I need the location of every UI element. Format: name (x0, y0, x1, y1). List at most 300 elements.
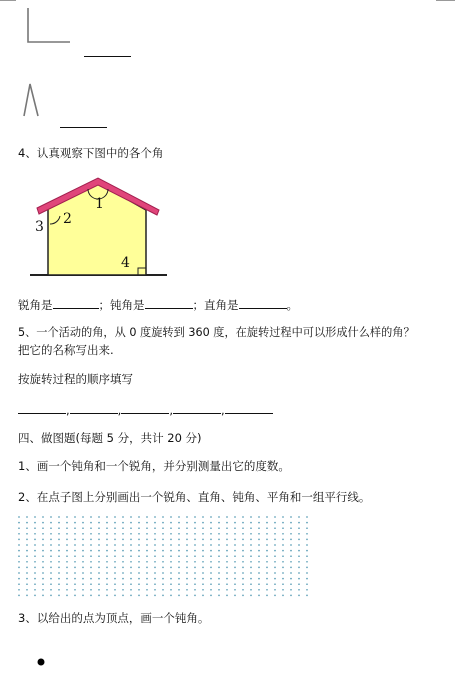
grid-dot (58, 539, 60, 541)
section4-heading: 四、做图题(每题 5 分，共计 20 分) (18, 431, 202, 445)
page-edge-right (436, 0, 455, 1)
grid-dot (218, 572, 220, 574)
grid-dot (66, 527, 68, 529)
grid-dot (66, 533, 68, 535)
grid-dot (210, 522, 212, 524)
grid-dot (58, 578, 60, 580)
grid-dot (242, 572, 244, 574)
grid-dot (114, 516, 116, 518)
grid-dot (162, 595, 164, 597)
grid-dot (122, 522, 124, 524)
grid-dot (74, 550, 76, 552)
grid-dot (202, 572, 204, 574)
grid-dot (106, 578, 108, 580)
grid-dot (42, 550, 44, 552)
grid-dot (266, 522, 268, 524)
grid-dot (130, 544, 132, 546)
grid-dot (26, 527, 28, 529)
grid-dot (82, 567, 84, 569)
grid-dot (226, 595, 228, 597)
grid-dot (298, 555, 300, 557)
grid-dot (130, 567, 132, 569)
grid-dot (170, 572, 172, 574)
grid-dot (234, 583, 236, 585)
dot-grid[interactable] (16, 514, 312, 598)
grid-dot (306, 544, 308, 546)
grid-dot (290, 539, 292, 541)
grid-dot (282, 567, 284, 569)
grid-dot (298, 527, 300, 529)
grid-dot (50, 595, 52, 597)
grid-dot (82, 550, 84, 552)
grid-dot (34, 555, 36, 557)
grid-dot (74, 539, 76, 541)
grid-dot (74, 589, 76, 591)
grid-dot (298, 550, 300, 552)
grid-dot (298, 516, 300, 518)
grid-dot (98, 595, 100, 597)
grid-dot (82, 539, 84, 541)
grid-dot (18, 595, 20, 597)
grid-dot (90, 550, 92, 552)
grid-dot (90, 595, 92, 597)
grid-dot (122, 572, 124, 574)
grid-dot (298, 522, 300, 524)
grid-dot (186, 550, 188, 552)
grid-dot (218, 527, 220, 529)
grid-dot (98, 561, 100, 563)
grid-dot (274, 561, 276, 563)
grid-dot (82, 527, 84, 529)
grid-dot (186, 544, 188, 546)
grid-dot (26, 567, 28, 569)
grid-dot (154, 561, 156, 563)
grid-dot (138, 583, 140, 585)
grid-dot (154, 595, 156, 597)
grid-dot (178, 572, 180, 574)
grid-dot (50, 516, 52, 518)
grid-dot (114, 561, 116, 563)
grid-dot (186, 539, 188, 541)
grid-dot (90, 516, 92, 518)
grid-dot (98, 550, 100, 552)
grid-dot (34, 516, 36, 518)
grid-dot (122, 550, 124, 552)
grid-dot (66, 555, 68, 557)
grid-dot (306, 555, 308, 557)
grid-dot (74, 572, 76, 574)
grid-dot (26, 578, 28, 580)
grid-dot (26, 544, 28, 546)
grid-dot (146, 589, 148, 591)
grid-dot (170, 567, 172, 569)
section4-q2: 2、在点子图上分别画出一个锐角、直角、钝角、平角和一组平行线。 (18, 490, 371, 504)
grid-dot (58, 516, 60, 518)
grid-dot (98, 527, 100, 529)
grid-dot (250, 567, 252, 569)
grid-dot (66, 539, 68, 541)
sequence-blank-2[interactable] (70, 402, 118, 414)
grid-dot (306, 550, 308, 552)
grid-dot (162, 555, 164, 557)
grid-dot (130, 522, 132, 524)
grid-dot (306, 561, 308, 563)
grid-dot (18, 567, 20, 569)
grid-dot (290, 589, 292, 591)
grid-dot (218, 555, 220, 557)
angle-label-3: 3 (35, 219, 44, 235)
grid-dot (130, 533, 132, 535)
grid-dot (194, 544, 196, 546)
section4-q3: 3、以给出的点为顶点，画一个钝角。 (18, 611, 210, 625)
grid-dot (66, 583, 68, 585)
grid-dot (258, 544, 260, 546)
q5-instruction: 按旋转过程的顺序填写 (18, 372, 133, 386)
grid-dot (82, 544, 84, 546)
grid-dot (242, 578, 244, 580)
grid-dot (210, 516, 212, 518)
grid-dot (154, 516, 156, 518)
grid-dot (106, 550, 108, 552)
grid-dot (122, 527, 124, 529)
grid-dot (74, 595, 76, 597)
grid-dot (210, 572, 212, 574)
grid-dot (34, 533, 36, 535)
grid-dot (202, 567, 204, 569)
grid-dot (98, 516, 100, 518)
grid-dot (82, 583, 84, 585)
grid-dot (114, 589, 116, 591)
grid-dot (146, 572, 148, 574)
grid-dot (66, 572, 68, 574)
grid-dot (186, 561, 188, 563)
grid-dot (178, 550, 180, 552)
grid-dot (170, 533, 172, 535)
grid-dot (242, 550, 244, 552)
grid-dot (178, 583, 180, 585)
grid-dot (18, 544, 20, 546)
grid-dot (186, 522, 188, 524)
grid-dot (58, 527, 60, 529)
grid-dot (170, 550, 172, 552)
grid-dot (202, 578, 204, 580)
grid-dot (210, 578, 212, 580)
sequence-blank-3[interactable] (121, 402, 169, 414)
grid-dot (226, 583, 228, 585)
obtuse-answer-blank[interactable] (145, 297, 193, 309)
grid-dot (50, 533, 52, 535)
grid-dot (202, 561, 204, 563)
grid-dot (130, 561, 132, 563)
grid-dot (138, 572, 140, 574)
grid-dot (82, 555, 84, 557)
grid-dot (290, 544, 292, 546)
grid-dot (106, 544, 108, 546)
grid-dot (242, 567, 244, 569)
grid-dot (154, 555, 156, 557)
grid-dot (298, 589, 300, 591)
grid-dot (250, 578, 252, 580)
grid-dot (194, 578, 196, 580)
grid-dot (90, 583, 92, 585)
grid-dot (154, 539, 156, 541)
grid-dot (26, 555, 28, 557)
grid-dot (82, 561, 84, 563)
grid-dot (210, 595, 212, 597)
grid-dot (250, 516, 252, 518)
grid-dot (186, 555, 188, 557)
grid-dot (194, 533, 196, 535)
grid-dot (130, 583, 132, 585)
grid-dot (306, 533, 308, 535)
grid-dot (50, 583, 52, 585)
grid-dot (106, 583, 108, 585)
grid-dot (50, 578, 52, 580)
grid-dot (18, 561, 20, 563)
grid-dot (34, 550, 36, 552)
grid-dot (170, 544, 172, 546)
grid-dot (290, 533, 292, 535)
grid-dot (34, 595, 36, 597)
grid-dot (114, 533, 116, 535)
sequence-blank-1[interactable] (18, 402, 66, 414)
grid-dot (298, 544, 300, 546)
grid-dot (154, 527, 156, 529)
grid-dot (186, 567, 188, 569)
grid-dot (74, 544, 76, 546)
grid-dot (266, 533, 268, 535)
grid-dot (194, 516, 196, 518)
grid-dot (98, 555, 100, 557)
grid-dot (138, 533, 140, 535)
grid-dot (282, 572, 284, 574)
grid-dot (258, 522, 260, 524)
grid-dot (162, 572, 164, 574)
grid-dot (210, 583, 212, 585)
grid-dot (130, 555, 132, 557)
grid-dot (170, 561, 172, 563)
grid-dot (122, 595, 124, 597)
grid-dot (210, 555, 212, 557)
grid-dot (226, 555, 228, 557)
grid-dot (50, 550, 52, 552)
grid-dot (194, 550, 196, 552)
grid-dot (218, 533, 220, 535)
grid-dot (194, 572, 196, 574)
grid-dot (178, 544, 180, 546)
grid-dot (258, 516, 260, 518)
grid-dot (98, 522, 100, 524)
grid-dot (122, 544, 124, 546)
grid-dot (74, 567, 76, 569)
sequence-blank-4[interactable] (173, 402, 221, 414)
grid-dot (162, 561, 164, 563)
grid-dot (282, 595, 284, 597)
grid-dot (250, 539, 252, 541)
grid-dot (274, 595, 276, 597)
grid-dot (66, 550, 68, 552)
grid-dot (186, 516, 188, 518)
grid-dot (146, 516, 148, 518)
grid-dot (290, 567, 292, 569)
grid-dot (162, 589, 164, 591)
grid-dot (202, 544, 204, 546)
grid-dot (218, 550, 220, 552)
grid-dot (26, 539, 28, 541)
grid-dot (226, 567, 228, 569)
grid-dot (226, 544, 228, 546)
grid-dot (218, 583, 220, 585)
grid-dot (218, 578, 220, 580)
grid-dot (274, 527, 276, 529)
grid-dot (114, 544, 116, 546)
grid-dot (34, 589, 36, 591)
grid-dot (122, 539, 124, 541)
grid-dot (74, 578, 76, 580)
grid-dot (26, 589, 28, 591)
grid-dot (258, 595, 260, 597)
grid-dot (154, 567, 156, 569)
grid-dot (282, 539, 284, 541)
grid-dot (306, 522, 308, 524)
grid-dot (266, 516, 268, 518)
grid-dot (98, 533, 100, 535)
grid-dot (274, 578, 276, 580)
right-answer-blank[interactable] (239, 297, 287, 309)
grid-dot (170, 595, 172, 597)
grid-dot (130, 527, 132, 529)
grid-dot (122, 578, 124, 580)
acute-answer-blank[interactable] (53, 297, 99, 309)
grid-dot (234, 527, 236, 529)
grid-dot (226, 589, 228, 591)
grid-dot (154, 572, 156, 574)
grid-dot (274, 567, 276, 569)
grid-dot (234, 561, 236, 563)
grid-dot (114, 578, 116, 580)
grid-dot (234, 533, 236, 535)
grid-dot (298, 595, 300, 597)
grid-dot (42, 516, 44, 518)
grid-dot (138, 595, 140, 597)
grid-dot (90, 589, 92, 591)
grid-dot (58, 550, 60, 552)
grid-dot (266, 578, 268, 580)
grid-dot (250, 572, 252, 574)
grid-dot (186, 533, 188, 535)
grid-dot (50, 522, 52, 524)
grid-dot (170, 522, 172, 524)
grid-dot (130, 550, 132, 552)
grid-dot (306, 578, 308, 580)
grid-dot (98, 572, 100, 574)
grid-dot (50, 567, 52, 569)
sequence-blank-5[interactable] (225, 402, 273, 414)
grid-dot (274, 539, 276, 541)
grid-dot (162, 550, 164, 552)
grid-dot (242, 561, 244, 563)
grid-dot (298, 539, 300, 541)
grid-dot (90, 544, 92, 546)
q5-line1: 5、一个活动的角，从 0 度旋转到 360 度，在旋转过程中可以形成什么样的角？ (18, 326, 415, 339)
grid-dot (210, 539, 212, 541)
grid-dot (98, 578, 100, 580)
grid-dot (218, 567, 220, 569)
grid-dot (18, 578, 20, 580)
grid-dot (234, 516, 236, 518)
grid-dot (266, 572, 268, 574)
grid-dot (258, 561, 260, 563)
grid-dot (242, 589, 244, 591)
grid-dot (114, 583, 116, 585)
q5-line2: 把它的名称写出来. (18, 343, 114, 357)
grid-dot (202, 533, 204, 535)
grid-dot (106, 595, 108, 597)
grid-dot (90, 527, 92, 529)
grid-dot (218, 544, 220, 546)
grid-dot (274, 572, 276, 574)
grid-dot (138, 539, 140, 541)
grid-dot (194, 522, 196, 524)
grid-dot (194, 567, 196, 569)
grid-dot (226, 539, 228, 541)
q5-sequence-blanks (18, 402, 273, 417)
grid-dot (162, 533, 164, 535)
grid-dot (162, 544, 164, 546)
grid-dot (242, 522, 244, 524)
grid-dot (298, 572, 300, 574)
grid-dot (66, 589, 68, 591)
grid-dot (154, 522, 156, 524)
house-figure (28, 174, 168, 280)
grid-dot (202, 516, 204, 518)
grid-dot (146, 527, 148, 529)
grid-dot (34, 527, 36, 529)
answer-blank-acute-angle[interactable] (60, 116, 107, 128)
grid-dot (298, 561, 300, 563)
grid-dot (82, 516, 84, 518)
grid-dot (82, 578, 84, 580)
section4-q1: 1、画一个钝角和一个锐角，并分别测量出它的度数。 (18, 459, 290, 473)
given-vertex-point (35, 656, 47, 668)
grid-dot (282, 578, 284, 580)
grid-dot (194, 583, 196, 585)
grid-dot (306, 572, 308, 574)
grid-dot (146, 567, 148, 569)
grid-dot (282, 589, 284, 591)
grid-dot (290, 550, 292, 552)
grid-dot (258, 578, 260, 580)
obtuse-label: ；钝角是 (98, 298, 145, 312)
grid-dot (178, 567, 180, 569)
answer-blank-right-angle[interactable] (84, 45, 131, 57)
grid-dot (274, 516, 276, 518)
grid-dot (290, 555, 292, 557)
grid-dot (106, 567, 108, 569)
grid-dot (130, 595, 132, 597)
grid-dot (234, 550, 236, 552)
grid-dot (282, 527, 284, 529)
grid-dot (258, 589, 260, 591)
grid-dot (178, 527, 180, 529)
grid-dot (178, 561, 180, 563)
grid-dot (162, 567, 164, 569)
grid-dot (106, 527, 108, 529)
grid-dot (290, 516, 292, 518)
grid-dot (98, 567, 100, 569)
grid-dot (274, 550, 276, 552)
grid-dot (290, 522, 292, 524)
